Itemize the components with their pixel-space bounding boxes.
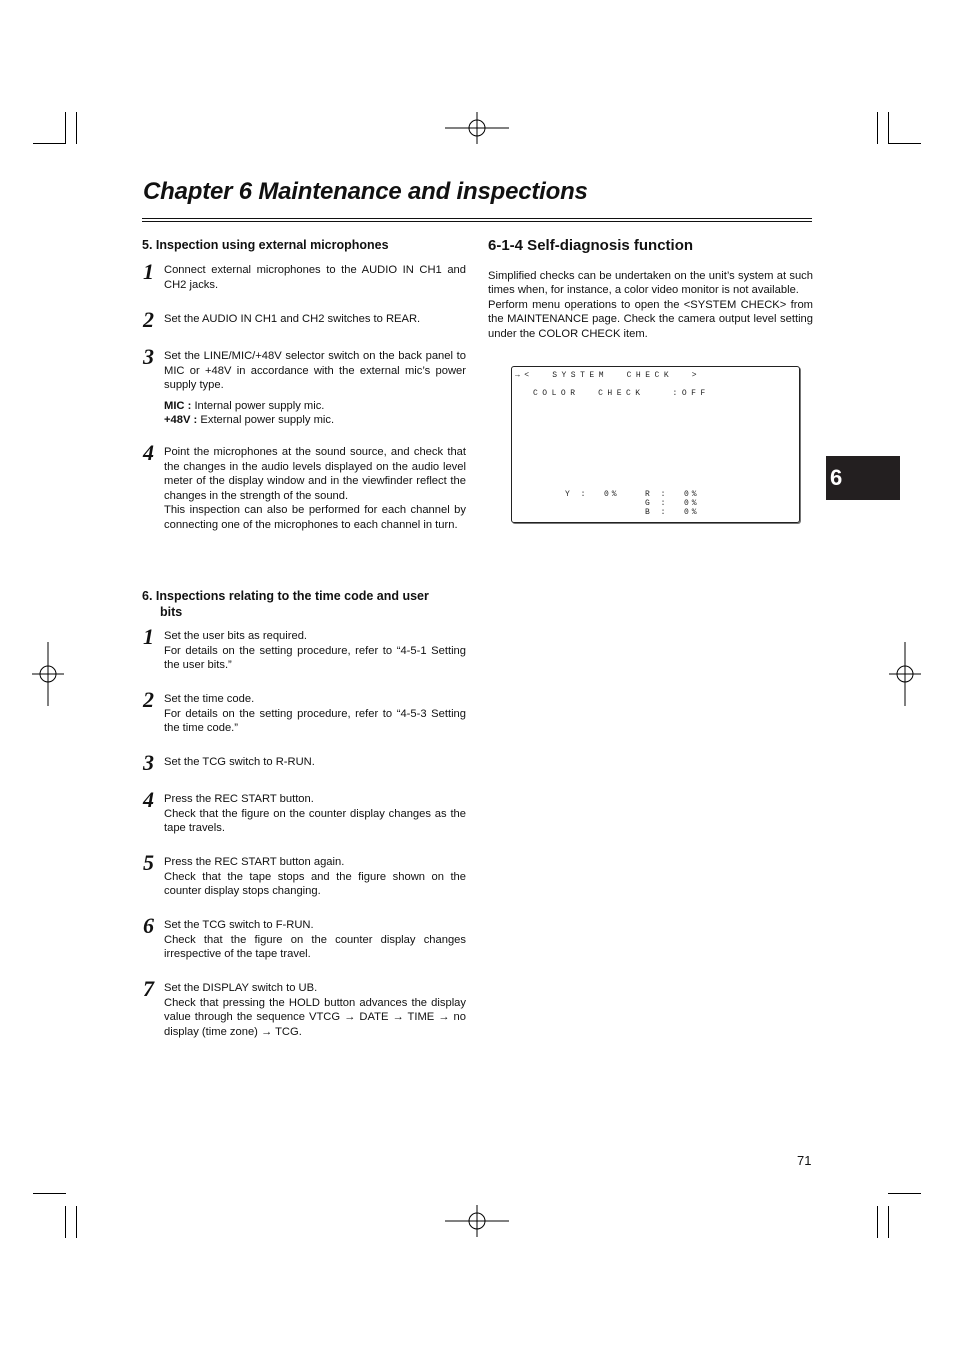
note-text: Internal power supply mic. (194, 399, 325, 412)
step-number: 1 (143, 624, 154, 649)
note-text: External power supply mic. (200, 414, 335, 427)
step-line: Set the TCG switch to R-RUN. (164, 756, 315, 768)
screen-b-level: B : 0% (645, 508, 700, 517)
registration-mark-icon (445, 96, 509, 160)
step-line: Press the REC START button. (164, 793, 314, 805)
self-diagnosis-heading: 6-1-4 Self-diagnosis function (488, 237, 694, 254)
self-diagnosis-body (488, 269, 813, 341)
section-6-heading (142, 588, 472, 620)
section-5-heading: 5. Inspection using external microphones (142, 238, 389, 252)
chapter-tab: 6 (826, 456, 900, 500)
step-text (164, 755, 466, 770)
step-number: 5 (143, 850, 154, 875)
chapter-title: Chapter 6 Maintenance and inspections (143, 178, 588, 205)
step-line: Point the microphones at the sound source, and check that the changes in the audio levels displayed on the audio level meter of the display window and in the viewfinder reflect the changes in the strength of the sound. (164, 446, 466, 502)
note-line (164, 413, 466, 428)
step-text (164, 981, 466, 1039)
step-number: 3 (143, 750, 154, 775)
step-text (164, 629, 466, 673)
note-label: +48V : (164, 414, 198, 427)
system-check-screen (511, 366, 800, 523)
step-line: This inspection can also be performed for each channel by connecting one of the microphones to each channel in turn. (164, 504, 466, 531)
step-line: Set the time code. (164, 693, 255, 705)
step-text (164, 349, 466, 428)
screen-y-level: Y : 0% (565, 490, 620, 499)
step-line: Set the user bits as required. (164, 630, 308, 642)
step-text (164, 312, 466, 327)
step-number: 4 (143, 787, 154, 812)
paragraph: Simplified checks can be undertaken on the unit’s system at such times when, for instance, a color video monitor is not available. (488, 270, 813, 297)
step-line: Press the REC START button again. (164, 856, 345, 868)
step-number: 7 (143, 976, 154, 1001)
step-text (164, 692, 466, 736)
step-number: 2 (143, 687, 154, 712)
screen-title: →< SYSTEM CHECK > (515, 371, 702, 380)
step-text (164, 263, 466, 292)
step-number: 3 (143, 344, 154, 369)
registration-mark-icon (873, 642, 937, 706)
step-line: Check that the figure on the counter display changes as the tape travels. (164, 807, 466, 835)
step-line: Set the AUDIO IN CH1 and CH2 switches to REAR. (164, 313, 421, 325)
step-line: Check that the figure on the counter display changes irrespective of the tape travel. (164, 933, 466, 961)
section-6-heading-line: bits (160, 605, 183, 619)
step-line: Set the LINE/MIC/+48V selector switch on the back panel to MIC or +48V in accordance with the external mic’s power supply type. (164, 350, 466, 392)
screen-g-level: G : 0% (645, 499, 700, 508)
screen-item-color-check: COLOR CHECK :OFF (533, 389, 710, 398)
header-rule (142, 218, 812, 222)
step-text (164, 792, 466, 836)
step-line: Set the DISPLAY switch to UB. (164, 982, 318, 994)
step-line: Connect external microphones to the AUDIO IN CH1 and CH2 jacks. (164, 264, 466, 291)
section-6-heading-line: 6. Inspections relating to the time code and user (142, 589, 429, 603)
step-text (164, 445, 466, 533)
registration-mark-icon (445, 1189, 509, 1253)
step-text (164, 855, 466, 899)
step-number: 1 (143, 259, 154, 284)
step-text (164, 918, 466, 962)
paragraph: Perform menu operations to open the <SYSTEM CHECK> from the MAINTENANCE page. Check the camera output level setting under the COLOR CHECK item. (488, 298, 813, 340)
note-label: MIC : (164, 399, 192, 412)
step-line: For details on the setting procedure, refer to “4-5-1 Setting the user bits.” (164, 644, 466, 672)
step-number: 6 (143, 913, 154, 938)
step-line: Check that pressing the HOLD button advances the display value through the sequence VTCG → DATE → TIME → no display (time zone) → TCG. (164, 996, 466, 1038)
registration-mark-icon (16, 642, 80, 706)
step-line: Check that the tape stops and the figure shown on the counter display stops changing. (164, 870, 466, 898)
step-number: 2 (143, 307, 154, 332)
step-line: For details on the setting procedure, refer to “4-5-3 Setting the time code.” (164, 707, 466, 735)
note-line (164, 399, 466, 414)
page-number: 71 (797, 1153, 812, 1168)
screen-r-level: R : 0% (645, 490, 700, 499)
step-number: 4 (143, 440, 154, 465)
step-line: Set the TCG switch to F-RUN. (164, 919, 314, 931)
